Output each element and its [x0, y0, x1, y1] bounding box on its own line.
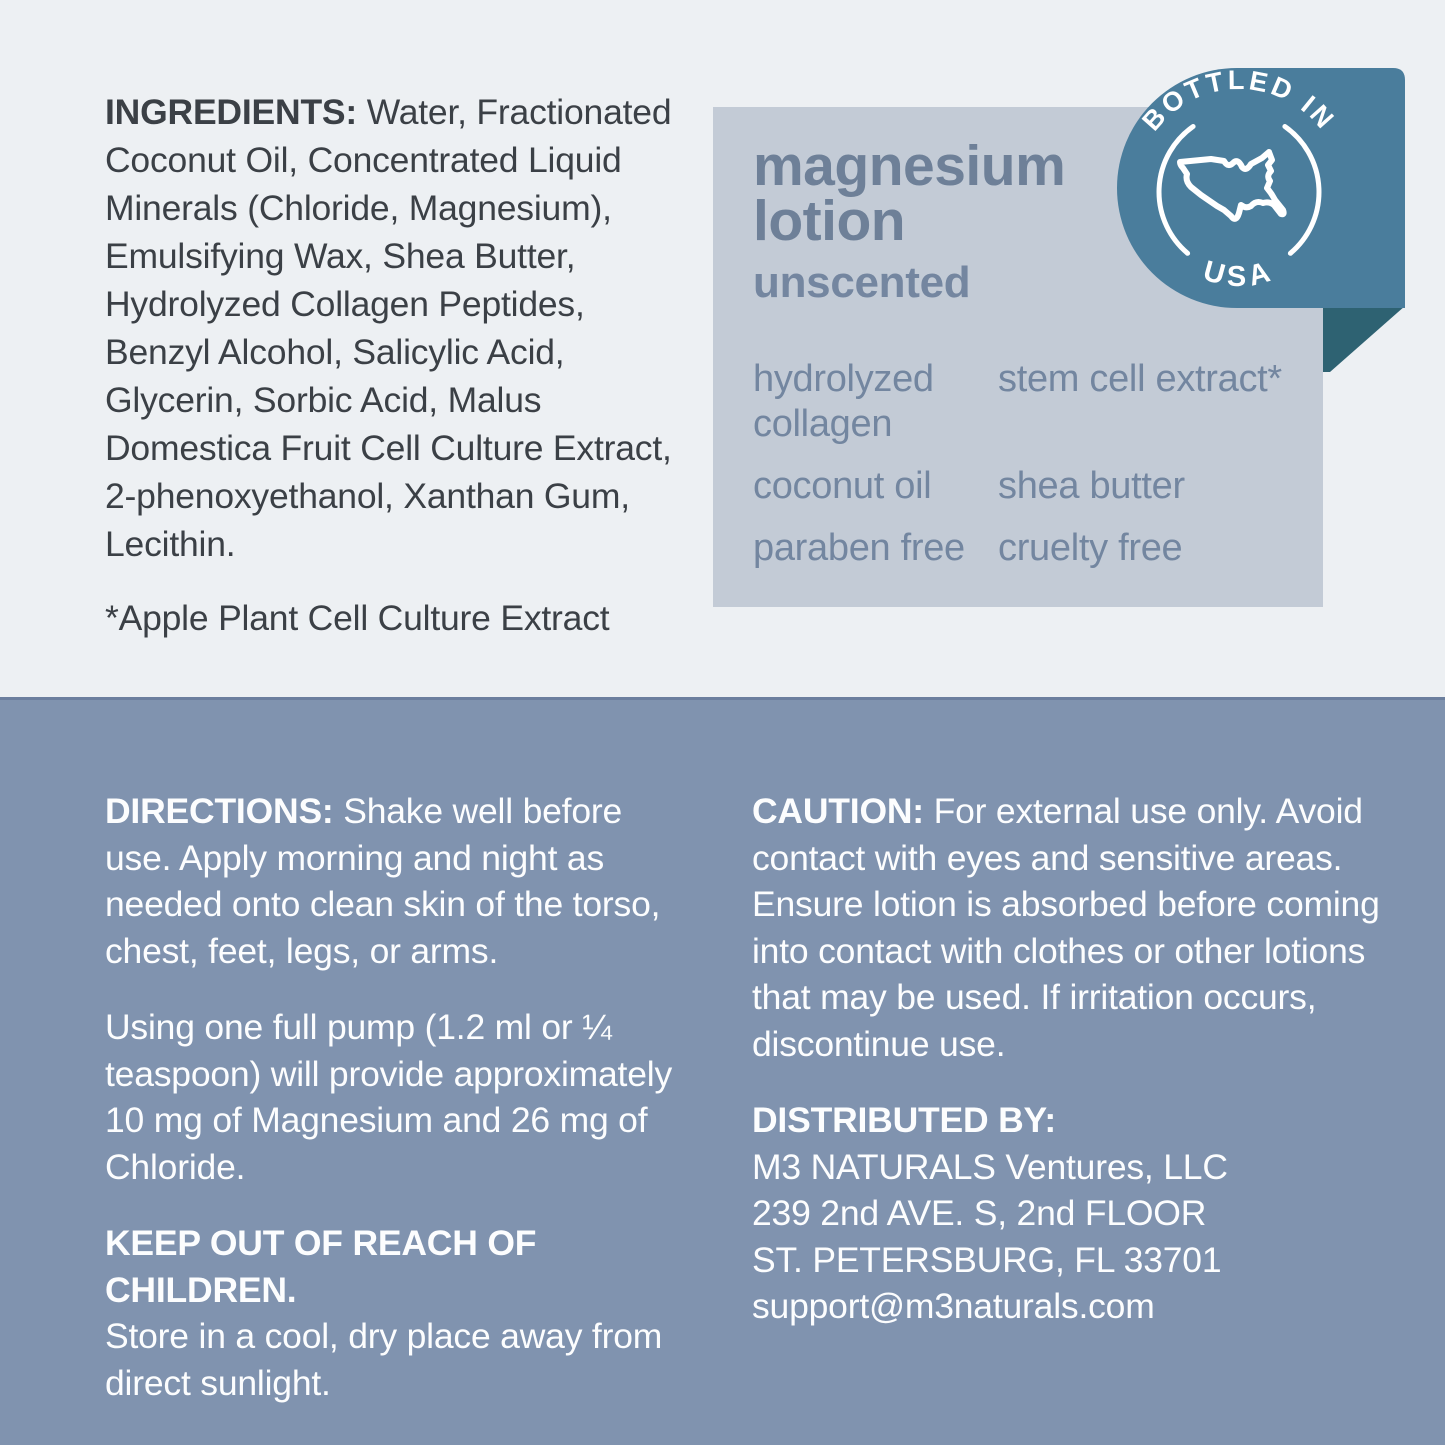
children-warning-label: KEEP OUT OF REACH OF CHILDREN. [105, 1223, 537, 1310]
children-warning-paragraph [105, 1220, 693, 1406]
feature-item: stem cell extract* [998, 358, 1282, 400]
feature-item: hydrolyzed collagen [753, 358, 934, 445]
badge-arc-bottom-text: USA [1199, 255, 1279, 293]
caution-text: For external use only. Avoid contact with eyes and sensitive areas. Ensure lotion is absorbed before coming into contact with clothes or other lotions that may be used. If irritation occurs, discontinue use. [752, 791, 1380, 1064]
directions-paragraph [105, 788, 693, 974]
directions-column [105, 788, 693, 1406]
svg-text:USA [1200, 255, 1278, 293]
distributed-by-label: DISTRIBUTED BY: [752, 1100, 1057, 1140]
feature-item: shea butter [998, 465, 1185, 507]
feature-item: paraben free [753, 527, 965, 569]
distributed-city: ST. PETERSBURG, FL 33701 [752, 1239, 1222, 1280]
ingredients-label: INGREDIENTS: [105, 92, 358, 132]
ingredients-paragraph [105, 88, 697, 568]
badge-arc-top-text: BOTTLED IN [1136, 64, 1342, 137]
distributed-email: support@m3naturals.com [752, 1286, 1155, 1326]
feature-list [753, 357, 1323, 571]
product-title-line2: lotion [753, 189, 906, 253]
children-warning-text: Store in a cool, dry place away from direct sunlight. [105, 1316, 663, 1403]
distributed-by-block [752, 1097, 1380, 1330]
label-top-section [0, 0, 1445, 697]
distributed-company: M3 NATURALS Ventures, LLC [752, 1146, 1228, 1187]
directions-label: DIRECTIONS: [105, 791, 334, 831]
directions-text: Shake well before use. Apply morning and night as needed onto clean skin of the torso, chest, feet, legs, or arms. [105, 791, 661, 971]
caution-column [752, 788, 1380, 1330]
ingredients-footnote: *Apple Plant Cell Culture Extract [105, 598, 610, 638]
ingredients-text: Water, Fractionated Coconut Oil, Concentrated Liquid Minerals (Chloride, Magnesium), Emulsifying Wax, Shea Butter, Hydrolyzed Collagen Peptides, Benzyl Alcohol, Salicylic Acid, Glycerin, Sorbic Acid, Malus Domestica Fruit Cell Culture Extract, 2-phenoxyethanol, Xanthan Gum, Lecithin. [105, 92, 672, 564]
product-title-line1: magnesium [753, 134, 1066, 198]
distributed-street: 239 2nd AVE. S, 2nd FLOOR [752, 1193, 1207, 1233]
label-bottom-section [0, 697, 1445, 1445]
caution-paragraph [752, 788, 1380, 1067]
feature-item: coconut oil [753, 465, 932, 507]
feature-item: cruelty free [998, 527, 1183, 569]
ingredients-section [105, 88, 697, 642]
badge-fold-shape [1323, 306, 1405, 372]
bottled-in-usa-badge [1112, 64, 1408, 378]
dosage-paragraph: Using one full pump (1.2 ml or ¼ teaspoon) will provide approximately 10 mg of Magnesium and 26 mg of Chloride. [105, 1007, 673, 1187]
caution-label: CAUTION: [752, 791, 924, 831]
product-subtitle: unscented [753, 258, 971, 307]
